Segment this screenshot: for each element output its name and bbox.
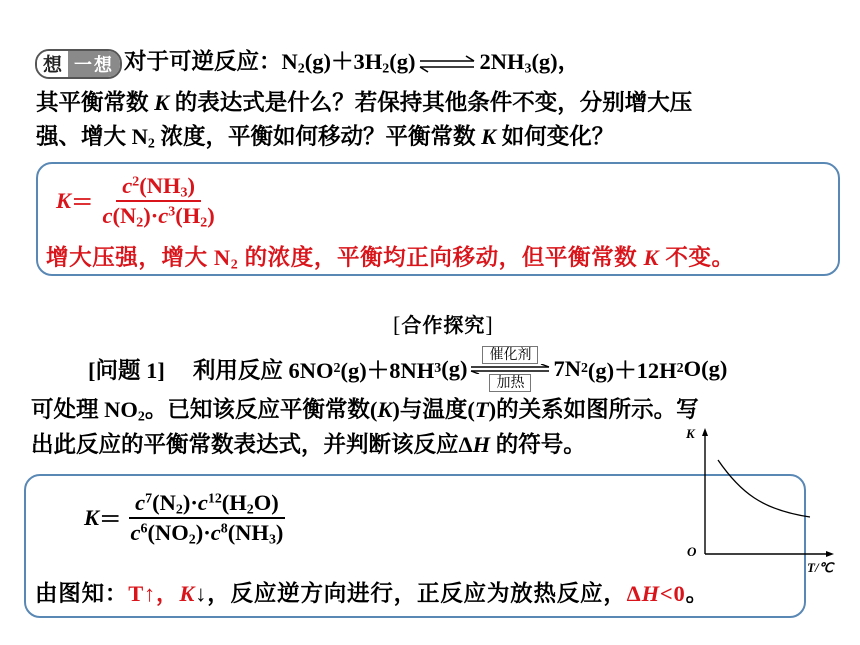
reaction-arrow-icon <box>469 364 551 374</box>
catalyst-label: 催化剂 <box>482 346 538 364</box>
k-t-curve-graph <box>682 424 842 582</box>
think-badge-main: 想 <box>37 51 68 77</box>
problem-label: [问题 1] <box>88 358 165 383</box>
answer1-numerator: $c^2(NH_3)$ <box>116 173 201 202</box>
k-symbol: K <box>56 188 72 213</box>
k-t-graph <box>682 424 842 582</box>
think-reaction-left: $N_2(g)+3H_2(g)$ <box>281 49 416 77</box>
problem1-line-2: 可处理 $NO_2$。已知该反应平衡常数(K)与温度(T)的关系如图所示。写 <box>31 397 699 425</box>
think-line-3: 强、增大 $N_2$ 浓度，平衡如何移动？平衡常数 K 如何变化？ <box>36 124 615 152</box>
answer2-denominator: $c^6(NO_2)\cdot c^8(NH_3)$ <box>130 520 284 548</box>
k-symbol: K <box>84 505 100 530</box>
k-decreasing-curve <box>718 460 810 517</box>
condition-label: 加热 <box>489 374 531 392</box>
answer1-conclusion: 增大压强，增大 $N_2$ 的浓度，平衡均正向移动，但平衡常数 K 不变。 <box>46 245 735 273</box>
think-badge-sub: 一想 <box>68 51 120 77</box>
answer2-numerator: $c^7(N_2)\cdot c^{12}(H_2O)$ <box>129 490 285 519</box>
problem1-line-3: 出此反应的平衡常数表达式，并判断该反应ΔH 的符号。 <box>31 432 586 457</box>
problem1-line-1: [问题 1] 利用反应 6NO 2 (g)＋8NH 3 (g) 催化剂 加热 7N 2 (g)＋12H 2 O(g) <box>88 347 728 391</box>
answer1-fraction <box>97 173 221 229</box>
answer1-formula: K ＝ $\frac{c^2(NH_3)}{c(N_2)\cdot c^3(H_2)}$ <box>56 173 224 229</box>
think-line-2: 其平衡常数 K 的表达式是什么？若保持其他条件不变，分别增大压 <box>36 90 693 115</box>
answer2-conclusion: 由图知：T↑，K↓，反应逆方向进行，正反应为放热反应，ΔH<0。 <box>35 581 709 606</box>
answer1-denominator: $c(N_2)\cdot c^3(H_2)$ <box>102 203 215 231</box>
equilibrium-arrow-icon <box>416 55 478 73</box>
answer2-formula: K ＝ $\frac{c^7(N_2)\cdot c^{12}(H_2O)}{c^6(NO_2)\cdot c^8(NH_3)}$ <box>84 490 292 546</box>
think-badge <box>35 49 122 79</box>
catalyst-arrow <box>469 346 551 392</box>
section-tag: [合作探究] <box>393 312 494 337</box>
think-line-1 <box>35 44 580 79</box>
graph-x-label: T/℃ <box>807 560 834 575</box>
answer2-fraction <box>125 490 290 546</box>
section-title: 合作探究 <box>401 315 486 337</box>
graph-origin-label: O <box>687 544 697 559</box>
graph-y-label: K <box>686 426 695 441</box>
think-reaction-right: $2NH_3(g)$， <box>479 49 581 77</box>
think-prompt: 对于可逆反应： <box>124 49 282 74</box>
